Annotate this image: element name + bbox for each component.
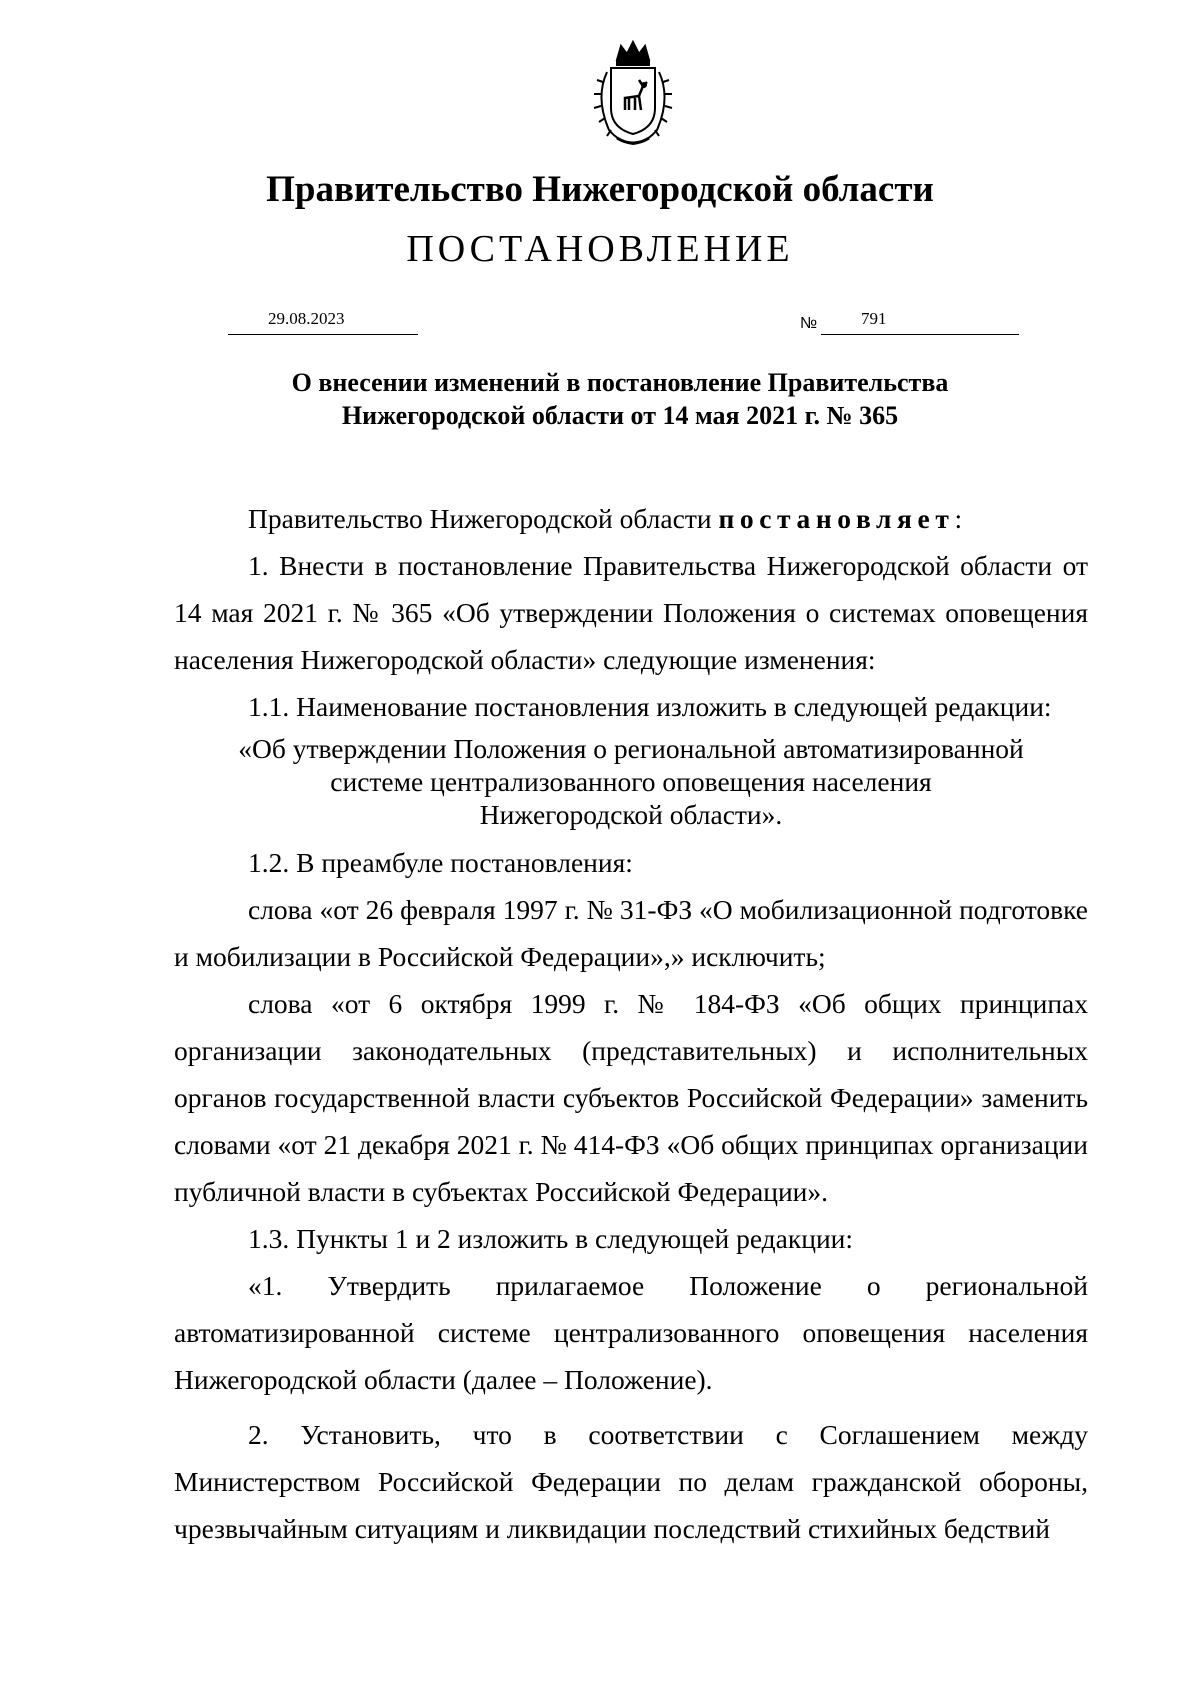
- preamble-paragraph: [174, 495, 1088, 542]
- paragraph-quoted-1: «1. Утвердить прилагаемое Положение о региональной автоматизированной системе централизованного оповещения населения Нижегородской области (далее – Положение).: [174, 1270, 1088, 1395]
- number-field: [821, 308, 1019, 335]
- subject-line-1: О внесении изменений в постановление Правительства: [291, 368, 949, 397]
- subject-line-2: Нижегородской области от 14 мая 2021 г. № 365: [341, 401, 899, 430]
- date-field: [228, 308, 418, 335]
- number-value: 791: [861, 309, 887, 328]
- document-body: [174, 495, 1088, 1552]
- paragraph-quoted-2: 2. Установить, что в соответствии с Соглашением между Министерством Российской Федерации по делам гражданской обороны, чрезвычайным ситуациям и ликвидации последствий стихийных бедствий: [174, 1419, 1088, 1544]
- paragraph-1-2: 1.2. В преамбуле постановления:: [248, 847, 633, 878]
- decree-keyword: постановляет: [718, 503, 955, 534]
- document-type: ПОСТАНОВЛЕНИЕ: [406, 228, 794, 270]
- number-sign: №: [800, 315, 818, 332]
- quote-line-2: системе централизованного оповещения населения: [330, 766, 932, 797]
- date-value: 29.08.2023: [268, 309, 345, 328]
- coat-of-arms-icon: [577, 38, 689, 150]
- paragraph-1-1: 1.1. Наименование постановления изложить в следующей редакции:: [248, 691, 1052, 722]
- paragraph-1-2-a: слова «от 26 февраля 1997 г. № 31-ФЗ «О мобилизационной подготовке и мобилизации в Российской Федерации»,» исключить;: [174, 894, 1088, 972]
- paragraph-1: 1. Внести в постановление Правительства Нижегородской области от 14 мая 2021 г. № 365 «Об утверждении Положения о системах оповещения населения Нижегородской области» следующие изменения:: [174, 550, 1088, 675]
- quote-line-3: Нижегородской области».: [479, 799, 783, 830]
- new-title-quote: [174, 730, 1088, 831]
- paragraph-1-3: 1.3. Пункты 1 и 2 изложить в следующей редакции:: [248, 1223, 854, 1254]
- paragraph-1-2-b: слова «от 6 октября 1999 г. № 184-ФЗ «Об общих принципах организации законодательных (представительных) и исполнительных органов государственной власти субъектов Российской Федерации» заменить словами «от 21 декабря 2021 г. № 414-ФЗ «Об общих принципах организации публичной власти в субъектах Российской Федерации».: [174, 988, 1088, 1207]
- preamble-text: Правительство Нижегородской области: [248, 503, 712, 534]
- spacer: [174, 1403, 1088, 1411]
- preamble-colon: :: [954, 503, 963, 534]
- organization-title: Правительство Нижегородской области: [266, 169, 934, 210]
- document-subject: [160, 366, 1080, 432]
- quote-line-1: «Об утверждении Положения о региональной автоматизированной: [238, 733, 1024, 764]
